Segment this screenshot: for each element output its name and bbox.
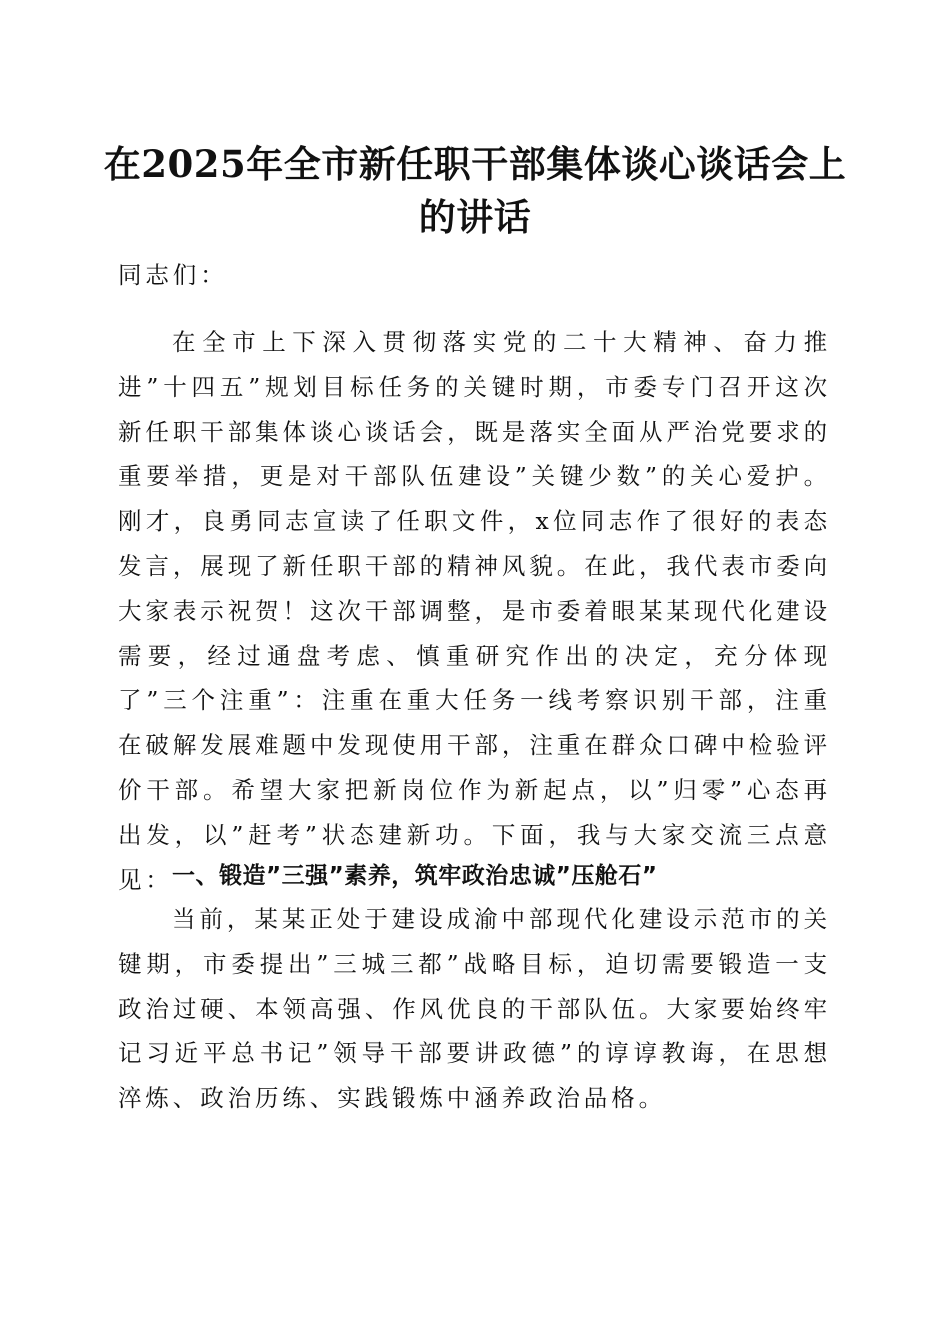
section-heading-1: 一、锻造”三强”素养，筑牢政治忠诚”压舱石” [172, 863, 658, 889]
paragraph-section-1: 当前，某某正处于建设成渝中部现代化建设示范市的关键期，市委提出”三城三都”战略目标，迫切需要锻造一支政治过硬、本领高强、作风优良的干部队伍。大家要始终牢记习近平总书记”领导干部要讲政德”的谆谆教诲，在思想淬炼、政治历练、实践锻炼中涵养政治品格。 [118, 905, 831, 1113]
salutation: 同志们： [118, 261, 228, 289]
paragraph-intro: 在全市上下深入贯彻落实党的二十大精神、奋力推进”十四五”规划目标任务的关键时期，市委专门召开这次新任职干部集体谈心谈话会，既是落实全面从严治党要求的重要举措，更是对干部队伍建设”关键少数”的关心爱护。刚才，良勇同志宣读了任职文件，x位同志作了很好的表态发言，展现了新任职干部的精神风貌。在此，我代表市委向大家表示祝贺！这次干部调整，是市委着眼某某现代化建设需要，经过通盘考虑、慎重研究作出的决定，充分体现了”三个注重”：注重在重大任务一线考察识别干部，注重在破解发展难题中发现使用干部，注重在群众口碑中检验评价干部。希望大家把新岗位作为新起点，以”归零”心态再出发，以”赶考”状态建新功。下面，我与大家交流三点意见： [118, 328, 831, 894]
title-line-2: 的讲话 [418, 195, 532, 239]
document-title [100, 138, 850, 244]
title-line-1: 在2025年全市新任职干部集体谈心谈话会上 [103, 142, 847, 186]
